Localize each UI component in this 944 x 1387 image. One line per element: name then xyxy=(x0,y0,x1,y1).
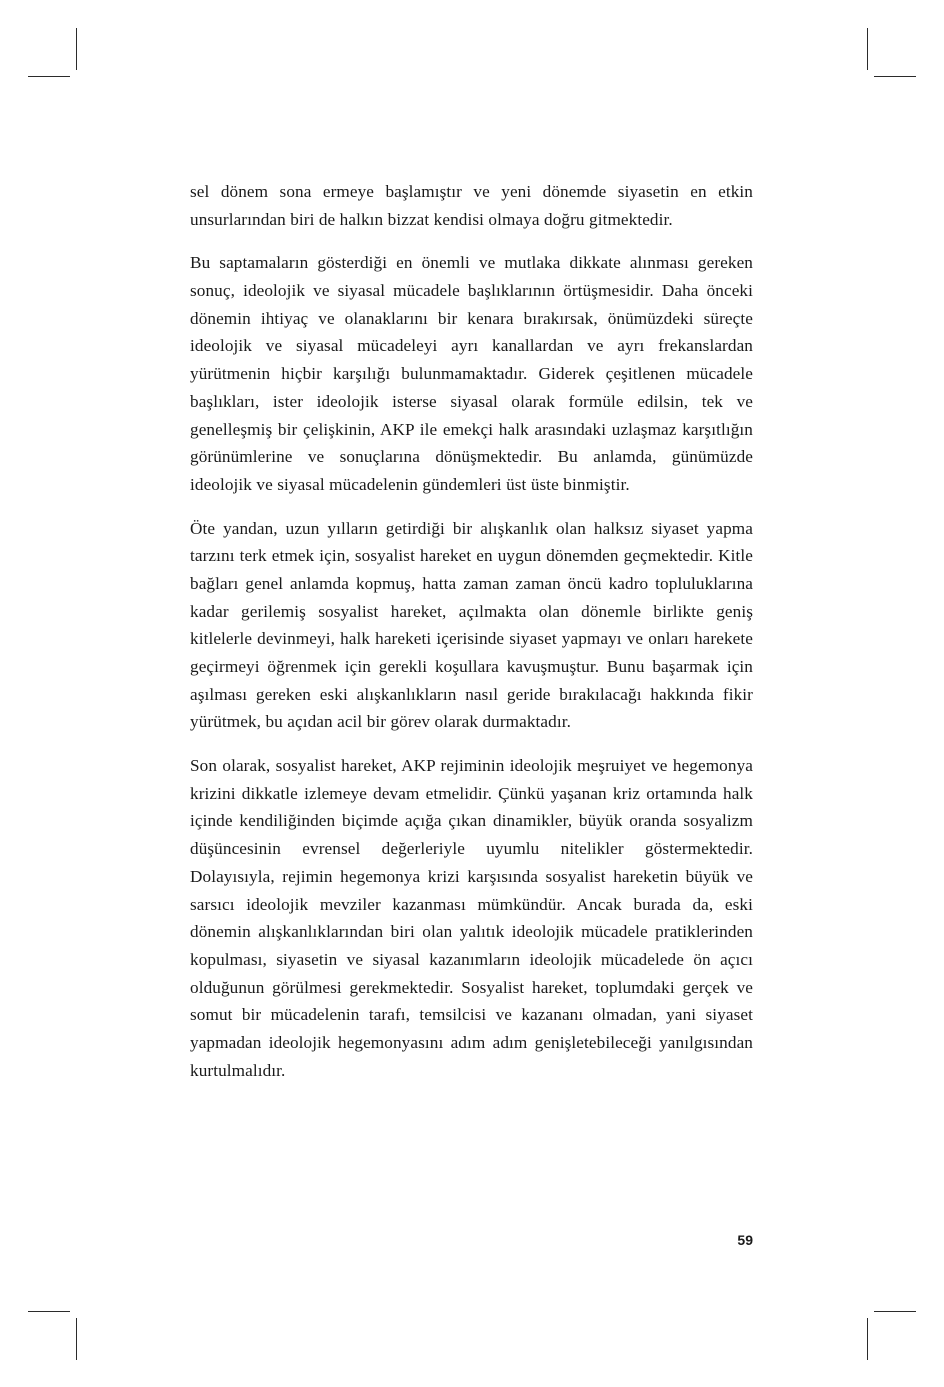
crop-mark-top-right-vertical xyxy=(867,28,868,70)
crop-mark-top-right-horizontal xyxy=(874,76,916,77)
crop-mark-bottom-left-vertical xyxy=(76,1318,77,1360)
crop-mark-bottom-right-horizontal xyxy=(874,1311,916,1312)
crop-mark-bottom-right-vertical xyxy=(867,1318,868,1360)
paragraph: Son olarak, sosyalist hareket, AKP rejiminin ideolojik meşruiyet ve hegemonya krizini dikkatle izlemeye devam etmelidir. Çünkü yaşanan kriz ortamında halk içinde kendiliğinden biçimde açığa çıkan dinamikler, büyük oranda sosyalizm düşüncesinin evrensel değerleriyle uyumlu nitelikler göstermektedir. Dolayısıyla, rejimin hegemonya krizi karşısında sosyalist hareketin büyük ve sarsıcı ideolojik mevziler kazanması mümkündür. Ancak burada da, eski dönemin alışkanlıklarından biri olan yalıtık ideolojik mücadele pratiklerinden kopulması, siyasetin ve siyasal kazanımların ideolojik mücadelede ön açıcı olduğunun görülmesi gerekmektedir. Sosyalist hareket, toplumdaki gerçek ve somut bir mücadelenin tarafı, temsilcisi ve kazananı olmadan, yani siyaset yapmadan ideolojik hegemonyasını adım adım genişletebileceği yanılgısından kurtulmalıdır. xyxy=(190,756,753,1080)
crop-mark-top-left-horizontal xyxy=(28,76,70,77)
crop-mark-top-left-vertical xyxy=(76,28,77,70)
body-text xyxy=(190,178,753,1084)
crop-mark-bottom-left-horizontal xyxy=(28,1311,70,1312)
paragraph: Öte yandan, uzun yılların getirdiği bir alışkanlık olan halksız siyaset yapma tarzını terk etmek için, sosyalist hareket en uygun dönemden geçmektedir. Kitle bağları genel anlamda kopmuş, hatta zaman zaman öncü kadro topluluklarına kadar gerilemiş sosyalist hareket, açılmakta olan dönemle birlikte geniş kitlelerle devinmeyi, halk hareketi içerisinde siyaset yapmayı ve onları harekete geçirmeyi öğrenmek için gerekli koşullara kavuşmuştur. Bunu başarmak için aşılması gereken eski alışkanlıkların nasıl geride bırakılacağı hakkında fikir yürütmek, bu açıdan acil bir görev olarak durmaktadır. xyxy=(190,518,753,732)
page-number: 59 xyxy=(737,1232,753,1248)
paragraph: Bu saptamaların gösterdiği en önemli ve mutlaka dikkate alınması gereken sonuç, ideolojik ve siyasal mücadele başlıklarının örtüşmesidir. Daha önceki dönemin ihtiyaç ve olanaklarını bir kenara bırakırsak, önümüzdeki süreçte ideolojik ve siyasal mücadeleyi ayrı kanallardan ve ayrı frekanslardan yürütmenin hiçbir karşılığı bulunmamaktadır. Giderek çeşitlenen mücadele başlıkları, ister ideolojik isterse siyasal olarak formüle edilsin, tek ve genelleşmiş bir çelişkinin, AKP ile emekçi halk arasındaki uzlaşmaz karşıtlığın görünümlerine ve sonuçlarına dönüşmektedir. Bu anlamda, günümüzde ideolojik ve siyasal mücadelenin gündemleri üst üste binmiştir. xyxy=(190,253,753,494)
paragraph: sel dönem sona ermeye başlamıştır ve yeni dönemde siyasetin en etkin unsurlarından biri de halkın bizzat kendisi olmaya doğru gitmektedir. xyxy=(190,182,753,229)
